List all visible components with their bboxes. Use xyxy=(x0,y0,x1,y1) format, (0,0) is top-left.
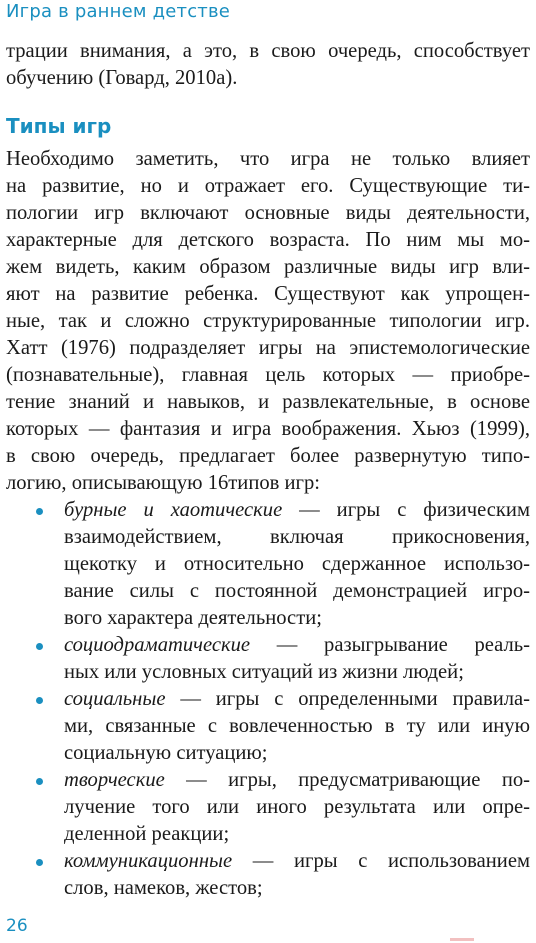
text-line: на развитие, но и отражает его. Существующие ти- xyxy=(6,175,530,197)
text-line: трации внимания, а это, в свою очередь, способствует xyxy=(6,40,530,62)
text-line: пологии игр включают основные виды деятельности, xyxy=(6,202,530,224)
item-text: — игры, предусматривающие по- xyxy=(164,769,530,791)
bullet-icon xyxy=(36,859,43,866)
text-line xyxy=(64,632,530,659)
list-item xyxy=(0,632,530,686)
text-line: тение знаний и навыков, и развлекательные, в основе xyxy=(6,391,530,413)
text-line: жем видеть, каким образом различные виды игр вли- xyxy=(6,256,530,278)
section-heading: Типы игр xyxy=(6,114,112,138)
text-line: Необходимо заметить, что игра не только влияет xyxy=(6,148,530,170)
text-line: деленной реакции; xyxy=(64,823,230,845)
text-line: обучению (Говард, 2010а). xyxy=(6,67,238,89)
list-item xyxy=(0,686,530,767)
running-header: Игра в раннем детстве xyxy=(6,1,231,22)
term: социодраматические xyxy=(64,634,251,656)
text-line: в свою очередь, предлагает более развернутую типо- xyxy=(6,445,530,467)
text-line: ные, так и сложно структурированные типологии игр. xyxy=(6,310,530,332)
item-text: — разыгрывание реаль- xyxy=(250,634,530,656)
text-line: слов, намеков, жестов; xyxy=(64,877,263,899)
intro-paragraph xyxy=(6,38,530,92)
term: творческие xyxy=(64,769,165,791)
term: бурные и хаотические xyxy=(64,499,283,521)
bullet-icon xyxy=(36,697,43,704)
text-line: щекотку и относительно сдержанное использо- xyxy=(64,553,530,575)
game-types-list xyxy=(0,497,530,902)
text-line: вого характера деятельности; xyxy=(64,607,322,629)
list-item xyxy=(0,848,530,902)
text-line xyxy=(64,686,530,713)
bullet-icon xyxy=(36,508,43,515)
text-line: ми, связанные с вовлеченностью в ту или иную xyxy=(64,715,530,737)
item-text: — игры с использованием xyxy=(232,850,530,872)
text-line: яют на развитие ребенка. Существуют как упрощен- xyxy=(6,283,530,305)
text-line: характерные для детского возраста. По ним мы мо- xyxy=(6,229,530,251)
text-line: логию, описывающую 16типов игр: xyxy=(6,472,320,494)
text-line: ных или условных ситуаций из жизни людей; xyxy=(64,661,464,683)
term: социальные xyxy=(64,688,166,710)
text-line: социальную ситуацию; xyxy=(64,742,268,764)
list-item xyxy=(0,497,530,632)
text-line: лучение того или иного результата или опре- xyxy=(64,796,530,818)
list-item xyxy=(0,767,530,848)
item-text: — игры с определенными правила- xyxy=(165,688,530,710)
section-paragraph xyxy=(6,146,530,497)
text-line xyxy=(64,767,530,794)
item-text: — игры с физическим xyxy=(282,499,530,521)
term: коммуникационные xyxy=(64,850,233,872)
page-number: 26 xyxy=(6,916,28,936)
text-line: (познавательные), главная цель которых — приобре- xyxy=(6,364,530,386)
text-line: Хатт (1976) подразделяет игры на эпистемологические xyxy=(6,337,530,359)
bullet-icon xyxy=(36,643,43,650)
text-line: которых — фантазия и игра воображения. Хьюз (1999), xyxy=(6,418,530,440)
bullet-icon xyxy=(36,778,43,785)
print-mark xyxy=(450,938,474,941)
text-line: взаимодействием, включая прикосновения, xyxy=(64,526,530,548)
text-line xyxy=(64,848,530,875)
text-line xyxy=(64,497,530,524)
text-line: вание силы с постоянной демонстрацией игро- xyxy=(64,580,530,602)
